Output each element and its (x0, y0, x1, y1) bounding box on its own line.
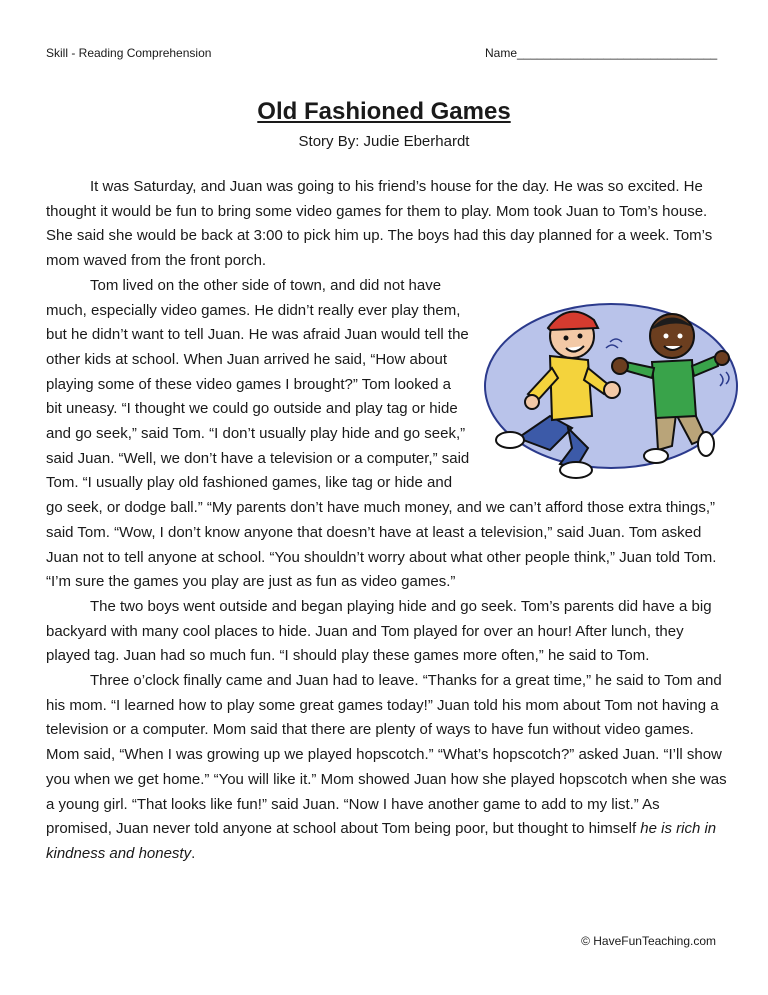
page-title: Old Fashioned Games (257, 98, 511, 125)
paragraph-4: Three o’clock finally came and Juan had to leave. “Thanks for a great time,” he said to Tom and his mom. “I learned how to play some great games today!” Juan told his mom about Tom not having a television or a computer. Mom said that there are plenty of ways to have fun without video games. Mom said, “When I was growing up we played hopscotch.” “What’s hopscotch?” asked Juan. “I’ll show you when we get home.” “You will like it.” Mom showed Juan how she played hopscotch when she was a young girl. “That looks like fun!” said Juan. “Now I have another game to add to my list.” As promised, Juan never told anyone at school about Tom being poor, but thought to himself (46, 672, 727, 838)
boys-playing-illustration (480, 278, 742, 484)
paragraph-4-wrap (46, 669, 728, 867)
copyright-footer: © HaveFunTeaching.com (581, 934, 716, 948)
closing-period: . (191, 844, 196, 862)
paragraph-1: It was Saturday, and Juan was going to his friend’s house for the day. He was so excited. He thought it would be fun to bring some video games for them to play. Mom took Juan to Tom’s house. She said she would be back at 3:00 to pick him up. The boys had this day planned for a week. Tom’s mom waved from the front porch. (46, 178, 713, 270)
paragraph-3: The two boys went outside and began playing hide and go seek. Tom’s parents did have a big backyard with many cool places to hide. Juan and Tom played for over an hour! After lunch, they played tag. Juan had so much fun. “I should play these games more often,” he said to Tom. (46, 597, 712, 665)
boys-playing-drawing (480, 278, 742, 484)
byline: Story By: Judie Eberhardt (298, 133, 470, 150)
closing-phrase: he is rich in kindness and honesty (46, 820, 717, 862)
skill-label: Skill - Reading Comprehension (46, 46, 212, 60)
paragraph-2-wrap (46, 274, 728, 595)
name-field-label: Name______________________________ (485, 46, 718, 60)
paragraph-2: Tom lived on the other side of town, and did not have much, especially video games. He didn’t really ever play them, but he didn’t want to tell Juan. He was afraid Juan would tell the other kids at school. When Juan arrived he said, “How about playing some of these video games I brought?” Tom looked a bit uneasy. “I thought we could go outside and play tag or hide and go seek,” said Tom. “I don’t usually play hide and go seek,” said Juan. “Well, we don’t have a television or a computer,” said Tom. “I usually play old fashioned games, like tag or hide and go seek, or dodge ball.” “My parents don’t have much money, and we can’t afford those extra things,” said Tom. “Wow, I don’t know anyone that doesn’t have at least a television,” said Juan. Tom asked Juan not to tell anyone at school. “You shouldn’t worry about what other people think,” Juan told Tom. “I’m sure the games you play are just as fun as video games.” (46, 276, 717, 591)
story-body (46, 175, 728, 867)
